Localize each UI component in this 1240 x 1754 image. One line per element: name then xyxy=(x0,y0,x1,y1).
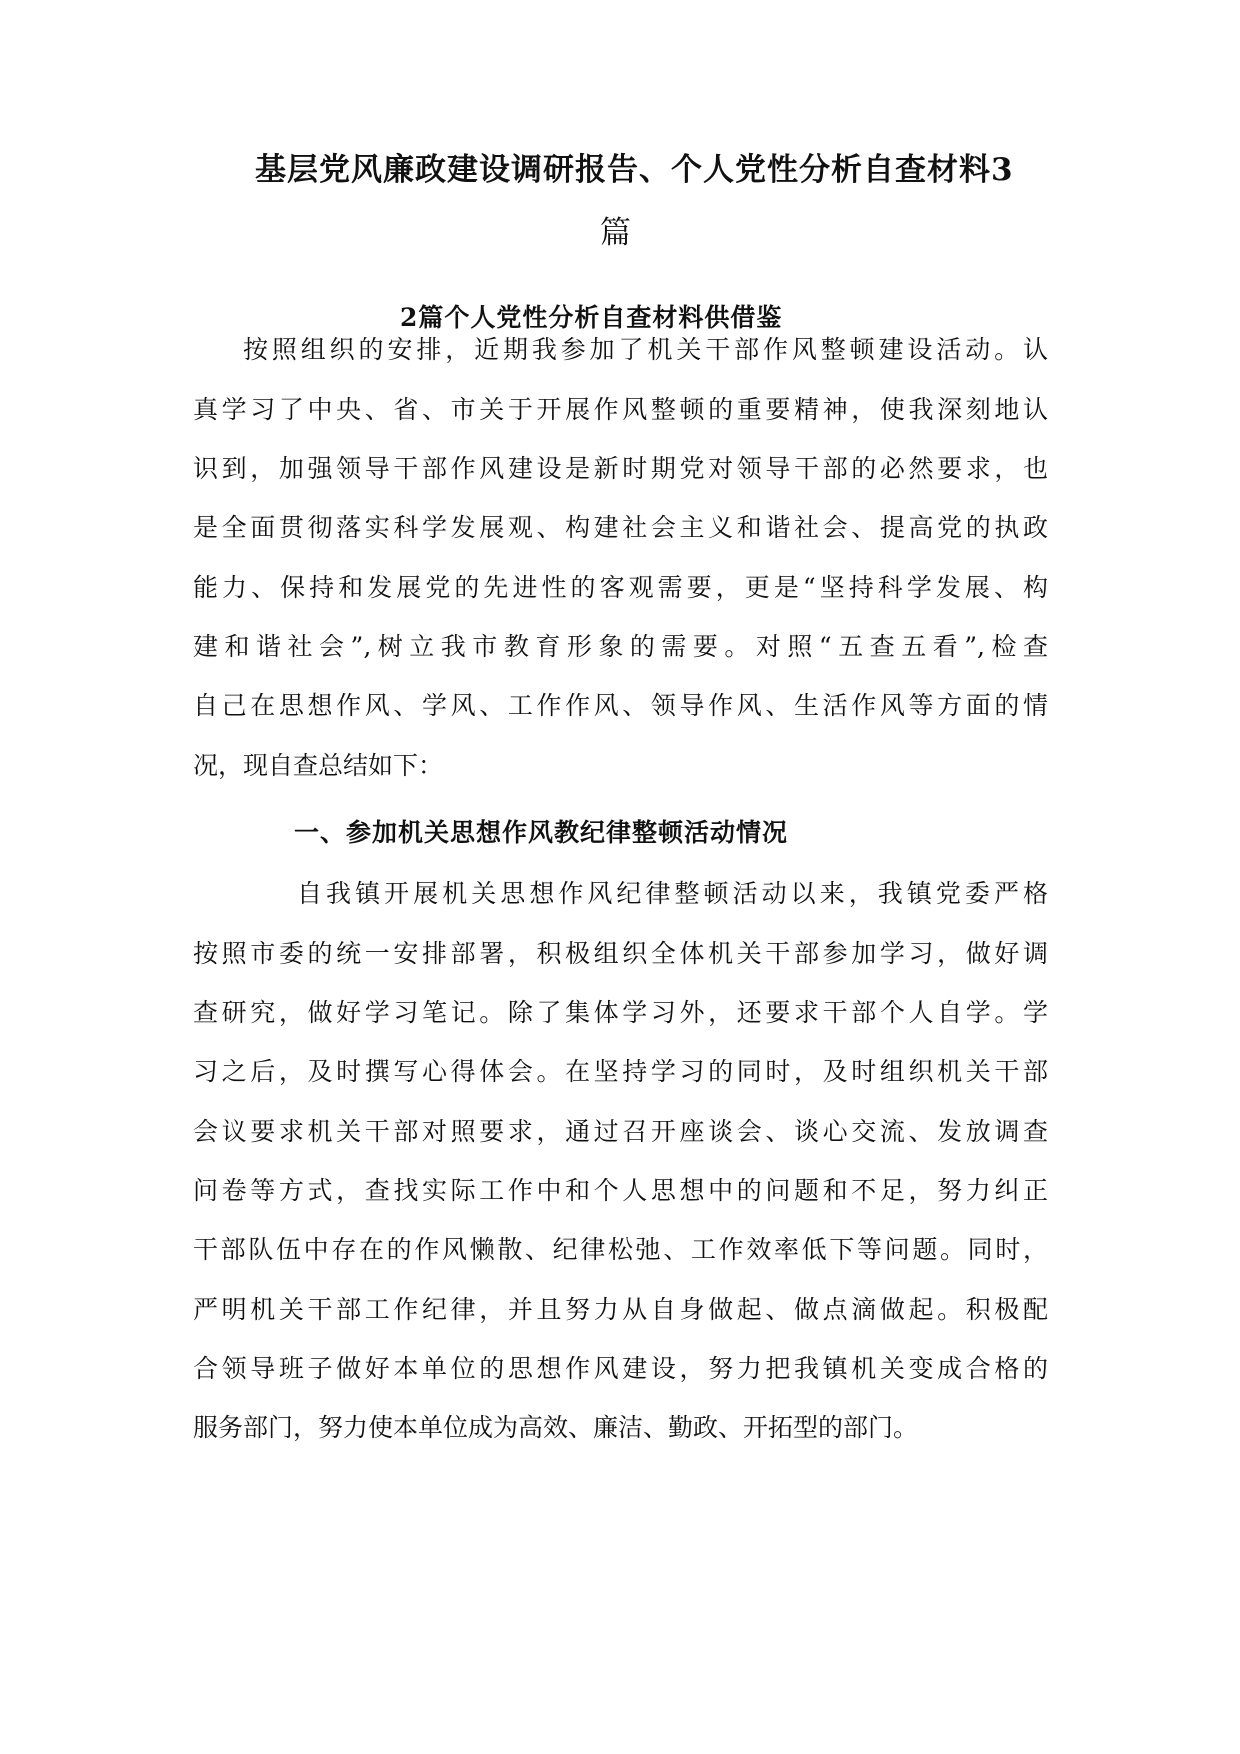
document-title-continuation: 篇 xyxy=(600,215,631,251)
paragraph-line: 合领导班子做好本单位的思想作风建设，努力把我镇机关变成合格的 xyxy=(193,1354,1048,1383)
section-heading: 一、参加机关思想作风教纪律整顿活动情况 xyxy=(294,818,789,847)
paragraph-line: 自己在思想作风、学风、工作作风、领导作风、生活作风等方面的情 xyxy=(193,691,1048,720)
paragraph-line: 查研究，做好学习笔记。除了集体学习外，还要求干部个人自学。学 xyxy=(193,998,1048,1027)
document-subtitle: 2篇个人党性分析自查材料供借鉴 xyxy=(400,303,783,332)
paragraph-line: 问卷等方式，查找实际工作中和个人思想中的问题和不足，努力纠正 xyxy=(193,1176,1048,1205)
document-title: 基层党风廉政建设调研报告、个人党性分析自查材料3 xyxy=(255,152,1014,188)
paragraph-line: 服务部门，努力使本单位成为高效、廉洁、勤政、开拓型的部门。 xyxy=(193,1413,919,1442)
paragraph-line: 按照组织的安排，近期我参加了机关干部作风整顿建设活动。认 xyxy=(243,335,1048,364)
paragraph-line: 真学习了中央、省、市关于开展作风整顿的重要精神，使我深刻地认 xyxy=(193,395,1048,424)
paragraph-line: 习之后，及时撰写心得体会。在坚持学习的同时，及时组织机关干部 xyxy=(193,1057,1048,1086)
paragraph-line: 识到，加强领导干部作风建设是新时期党对领导干部的必然要求，也 xyxy=(193,454,1048,483)
paragraph-line: 会议要求机关干部对照要求，通过召开座谈会、谈心交流、发放调查 xyxy=(193,1117,1048,1146)
paragraph-line: 按照市委的统一安排部署，积极组织全体机关干部参加学习，做好调 xyxy=(193,939,1048,968)
paragraph-line: 自我镇开展机关思想作风纪律整顿活动以来，我镇党委严格 xyxy=(297,879,1048,908)
paragraph-line: 干部队伍中存在的作风懒散、纪律松弛、工作效率低下等问题。同时， xyxy=(193,1235,1048,1264)
paragraph-line: 建和谐社会”,树立我市教育形象的需要。对照“五查五看”,检查 xyxy=(193,632,1048,661)
paragraph-line: 况，现自查总结如下： xyxy=(193,751,444,780)
paragraph-line: 能力、保持和发展党的先进性的客观需要，更是“坚持科学发展、构 xyxy=(193,573,1048,602)
paragraph-line: 是全面贯彻落实科学发展观、构建社会主义和谐社会、提高党的执政 xyxy=(193,513,1048,542)
paragraph-line: 严明机关干部工作纪律，并且努力从自身做起、做点滴做起。积极配 xyxy=(193,1295,1048,1324)
